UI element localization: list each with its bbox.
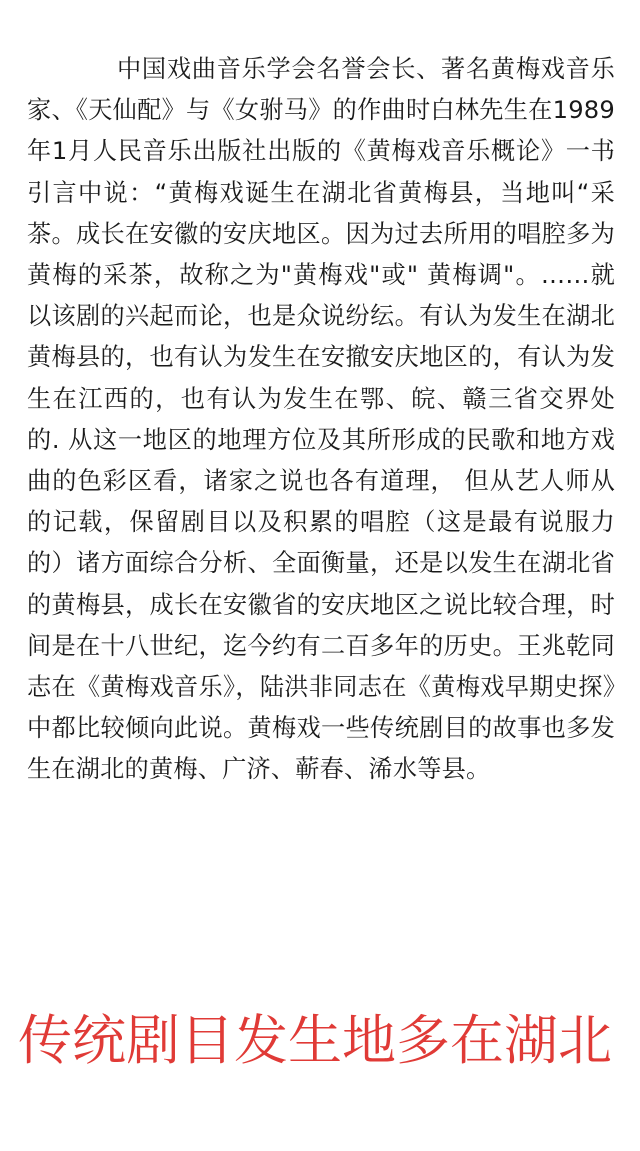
article-paragraph: 中国戏曲音乐学会名誉会长、著名黄梅戏音乐家、《天仙配》与《女驸马》的作曲时白林先生在1989年1月人民音乐出版社出版的《黄梅戏音乐概论》一书引言中说：“黄梅戏诞生在湖北省黄梅县，当地叫“采茶。成长在安徽的安庆地区。因为过去所用的唱腔多为黄梅的采茶，故称之为"黄梅戏"或" 黄梅调"。……就以该剧的兴起而论，也是众说纷纭。有认为发生在湖北黄梅县的，也有认为发生在安撤安庆地区的，有认为发生在江西的，也有认为发生在鄂、皖、赣三省交界处的. 从这一地区的地理方位及其所形成的民歌和地方戏曲的色彩区看，诸家之说也各有道理， 但从艺人师从的记载，保留剧目以及积累的唱腔（这是最有说服力的）诸方面综合分析、全面衡量，还是以发生在湖北省的黄梅县，成长在安徽省的安庆地区之说比较合理，时间是在十八世纪，迄今约有二百多年的历史。王兆乾同志在《黄梅戏音乐》，陆洪非同志在《黄梅戏早期史探》中都比较倾向此说。黄梅戏一些传统剧目的故事也多发生在湖北的黄梅、广济、蕲春、浠水等县。 [27, 55, 615, 784]
red-headline-caption: 传统剧目发生地多在湖北 [18, 1009, 612, 1072]
